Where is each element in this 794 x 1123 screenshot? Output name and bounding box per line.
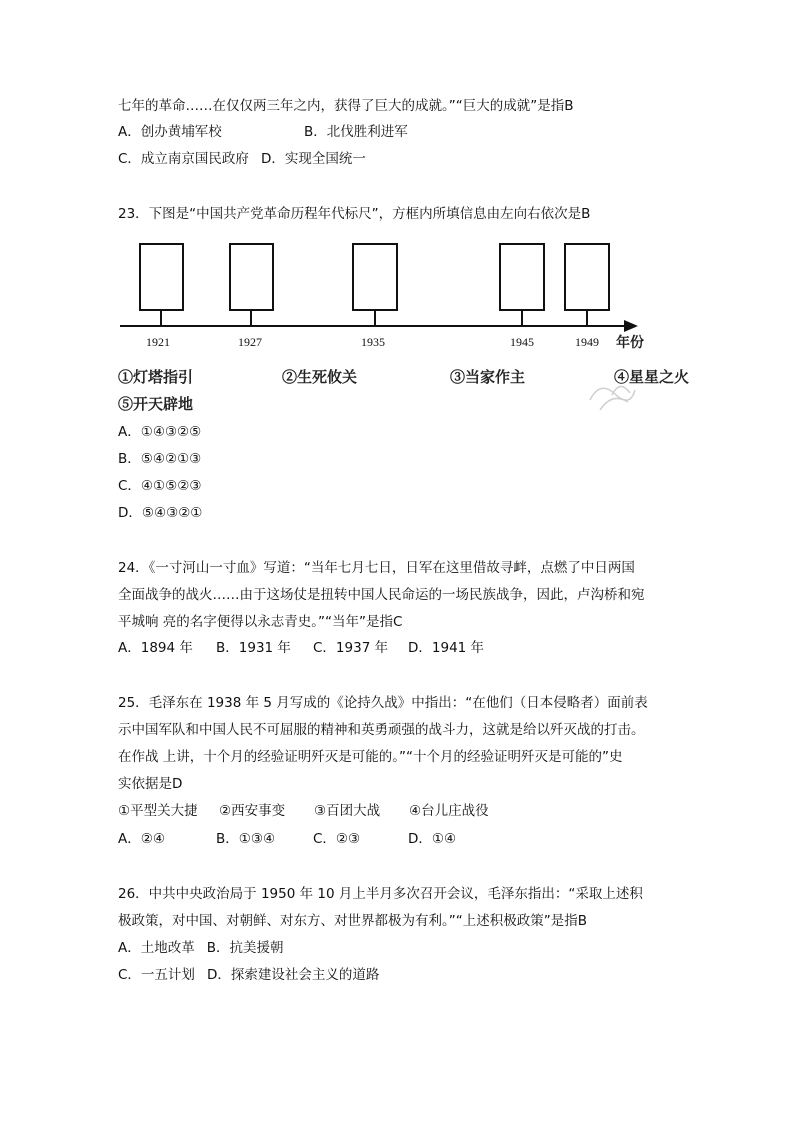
q22-option-d: D．实现全国统一: [260, 151, 366, 167]
q25-line-4: 实依据是D: [118, 776, 183, 792]
q23-option-b: B．⑤④②①③: [118, 451, 202, 467]
q23-item-5: ⑤开天辟地: [118, 395, 194, 413]
q23-item-3: ③当家作主: [450, 368, 526, 386]
q26-line-1: 26．中共中央政治局于 1950 年 10 月上半月多次召开会议，毛泽东指出：“采取上述积: [118, 886, 643, 902]
q23-item-1: ①灯塔指引: [118, 368, 194, 386]
q26-option-c: C．一五计划: [118, 967, 195, 983]
q25-line-3: 在作战 上讲，十个月的经验证明歼灭是可能的。”“十个月的经验证明歼灭是可能的”史: [118, 749, 623, 765]
blank-box-1927: [230, 244, 273, 310]
q24-option-a: A．1894 年: [118, 640, 193, 656]
q26-line-2: 极政策，对中国、对朝鲜、对东方、对世界都极为有利。”“上述积极政策”是指B: [118, 913, 587, 929]
year-label-1945: 1945: [510, 335, 534, 349]
q25-event-3: ③百团大战: [314, 803, 381, 819]
watermark-scribble: [590, 386, 635, 410]
blank-box-1949: [565, 244, 609, 310]
timeline-boxes: [140, 244, 609, 310]
q24-option-c: C．1937 年: [313, 640, 389, 656]
q23-item-4: ④星星之火: [614, 368, 690, 386]
q23-option-c: C．④①⑤②③: [118, 478, 202, 494]
q23-option-a: A．①④③②⑤: [118, 424, 202, 440]
blank-box-1945: [500, 244, 544, 310]
q24-line-1: 24．《一寸河山一寸血》写道：“当年七月七日，日军在这里借故寻衅，点燃了中日两国: [118, 560, 635, 576]
q25-option-d: D．①④: [408, 831, 457, 847]
q25-option-a: A．②④: [118, 831, 165, 847]
year-label-1927: 1927: [238, 335, 262, 349]
timeline-ticks: [161, 310, 587, 326]
axis-label: 年份: [616, 335, 644, 351]
q24-line-2: 全面战争的战火……由于这场仗是扭转中国人民命运的一场民族战争，因此，卢沟桥和宛: [118, 587, 645, 603]
timeline-axis: [120, 320, 638, 332]
q25-events: [118, 801, 489, 821]
q23-item-2: ②生死攸关: [282, 368, 358, 386]
blank-box-1935: [353, 244, 397, 310]
q22-option-a: A．创办黄埔军校: [118, 124, 222, 140]
year-label-1935: 1935: [361, 335, 385, 349]
q26-options-row2: [118, 965, 379, 985]
q24-option-b: B．1931 年: [216, 640, 291, 656]
q25-line-1: 25．毛泽东在 1938 年 5 月写成的《论持久战》中指出：“在他们（日本侵略者）面前表: [118, 695, 648, 711]
q22-option-c: C．成立南京国民政府: [118, 151, 249, 167]
q26-option-d: D．探索建设社会主义的道路: [206, 967, 380, 983]
q25-event-2: ②西安事变: [219, 803, 286, 819]
q25-event-4: ④台儿庄战役: [409, 803, 489, 819]
q23-stem: 23．下图是“中国共产党革命历程年代标尺”，方框内所填信息由左向右依次是B: [118, 206, 591, 222]
q26-options-row1: [118, 938, 284, 958]
q25-line-2: 示中国军队和中国人民不可屈服的精神和英勇顽强的战斗力，这就是给以歼灭战的打击。: [118, 722, 645, 738]
q25-options: [118, 829, 456, 849]
q26-option-a: A．土地改革: [118, 940, 195, 956]
q26-option-b: B．抗美援朝: [206, 940, 284, 956]
q24-option-d: D．1941 年: [408, 640, 485, 656]
q24-line-3: 平城响 亮的名字便得以永志青史。”“当年”是指C: [118, 614, 403, 630]
q25-option-c: C．②③: [313, 831, 361, 847]
q22-option-b: B．北伐胜利进军: [304, 124, 408, 140]
axis-arrow-icon: [624, 320, 638, 332]
q25-event-1: ①平型关大捷: [118, 803, 198, 819]
q25-option-b: B．①③④: [216, 831, 276, 847]
q23-option-d: D．⑤④③②①: [118, 505, 203, 521]
year-label-1921: 1921: [146, 335, 170, 349]
year-label-1949: 1949: [575, 335, 599, 349]
q24-options: [118, 638, 484, 658]
q22-stem-tail: 七年的革命……在仅仅两三年之内，获得了巨大的成就。”“巨大的成就”是指B: [118, 98, 574, 114]
blank-box-1921: [140, 244, 183, 310]
